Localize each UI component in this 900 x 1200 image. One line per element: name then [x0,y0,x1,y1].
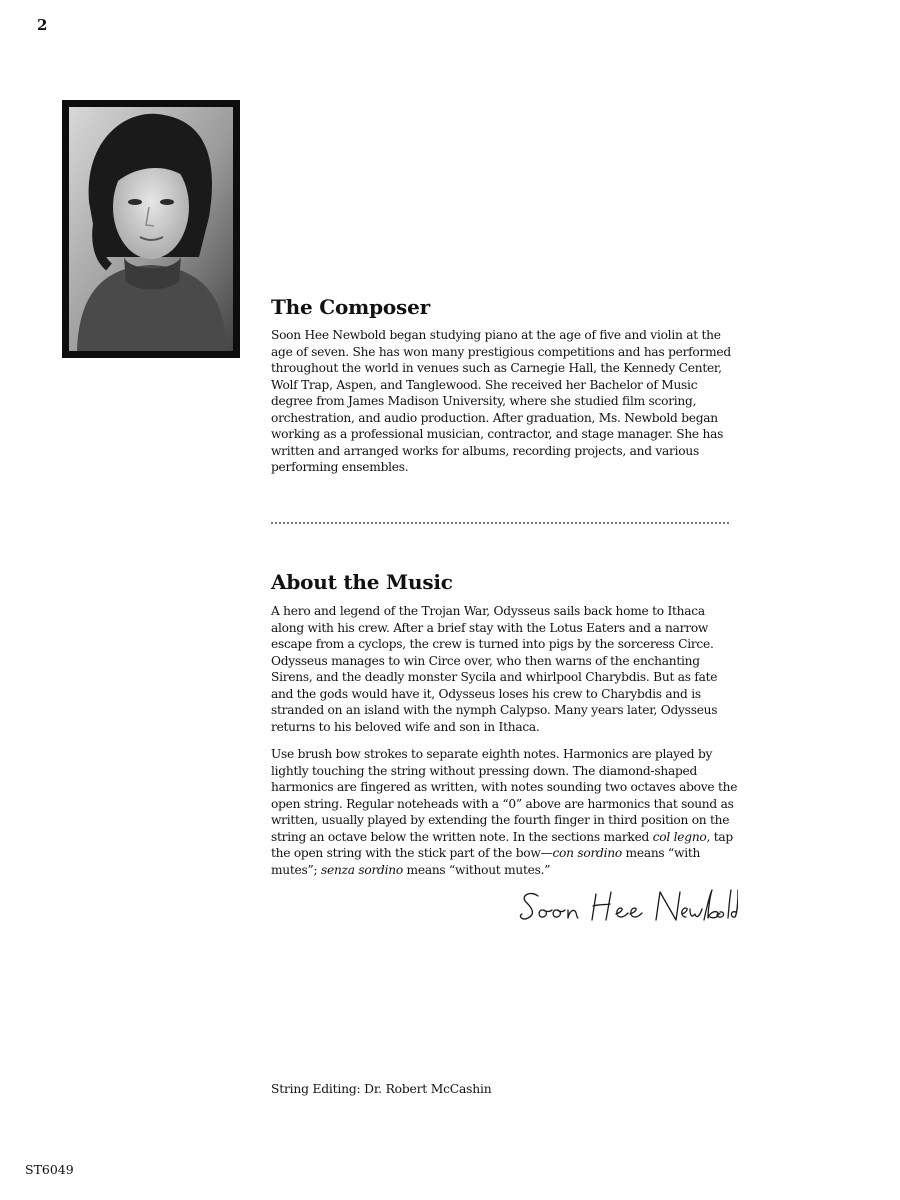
composer-photo [62,100,240,358]
term-col-legno: col legno, [652,829,711,844]
catalog-code: ST6049 [25,1162,74,1177]
paragraph-2-text: means “with mutes”; [271,846,701,877]
section-divider [271,522,729,524]
string-editing-credit: String Editing: Dr. Robert McCashin [271,1082,492,1096]
paragraph-2-text: Use brush bow strokes to separate eighth notes. Harmonics are played by lightly touching the string without pressing down. The diamond-shaped harmonics are fingered as written, with notes sounding two octaves above the open string. Regular noteheads with a “0” above are harmonics that sound as written, usually played by extending the fourth finger in third position on the string an octave below the written note. In the sections marked [271,747,738,844]
term-con-sordino: con sordino [552,846,622,861]
page-number: 2 [37,16,48,34]
music-paragraph-1: A hero and legend of the Trojan War, Odysseus sails back home to Ithaca along with his crew. After a brief stay with the Lotus Eaters and a narrow escape from a cyclops, the crew is turned into pigs by the sorceress Circe. Odysseus manages to win Circe over, who then warns of the enchanting Sirens, and the deadly monster Sycila and whirlpool Charybdis. But as fate and the gods would have it, Odysseus loses his crew to Charybdis and is stranded on an island with the nymph Calypso. Many years later, Odysseus returns to his beloved wife and son in Ithaca. [271,604,718,734]
music-paragraph-2 [271,746,739,878]
composer-heading: The Composer [271,295,430,319]
composer-bio: Soon Hee Newbold began studying piano at the age of five and violin at the age of seven. She has won many prestigious competitions and has performed throughout the world in venues such as Carnegie Hall, the Kennedy Center, Wolf Trap, Aspen, and Tanglewood. She received her Bachelor of Music degree from James Madison University, where she studied film scoring, orchestration, and audio production. After graduation, Ms. Newbold began working as a professional musician, contractor, and stage manager. She has written and arranged works for albums, recording projects, and various performing ensembles. [271,328,731,475]
composer-signature [516,884,738,926]
paragraph-2-text: tap the open string with the stick part of the bow— [271,829,733,861]
paragraph-2-text: means “without mutes.” [402,862,551,877]
term-senza-sordino: senza sordino [320,862,403,877]
music-heading: About the Music [271,570,453,594]
